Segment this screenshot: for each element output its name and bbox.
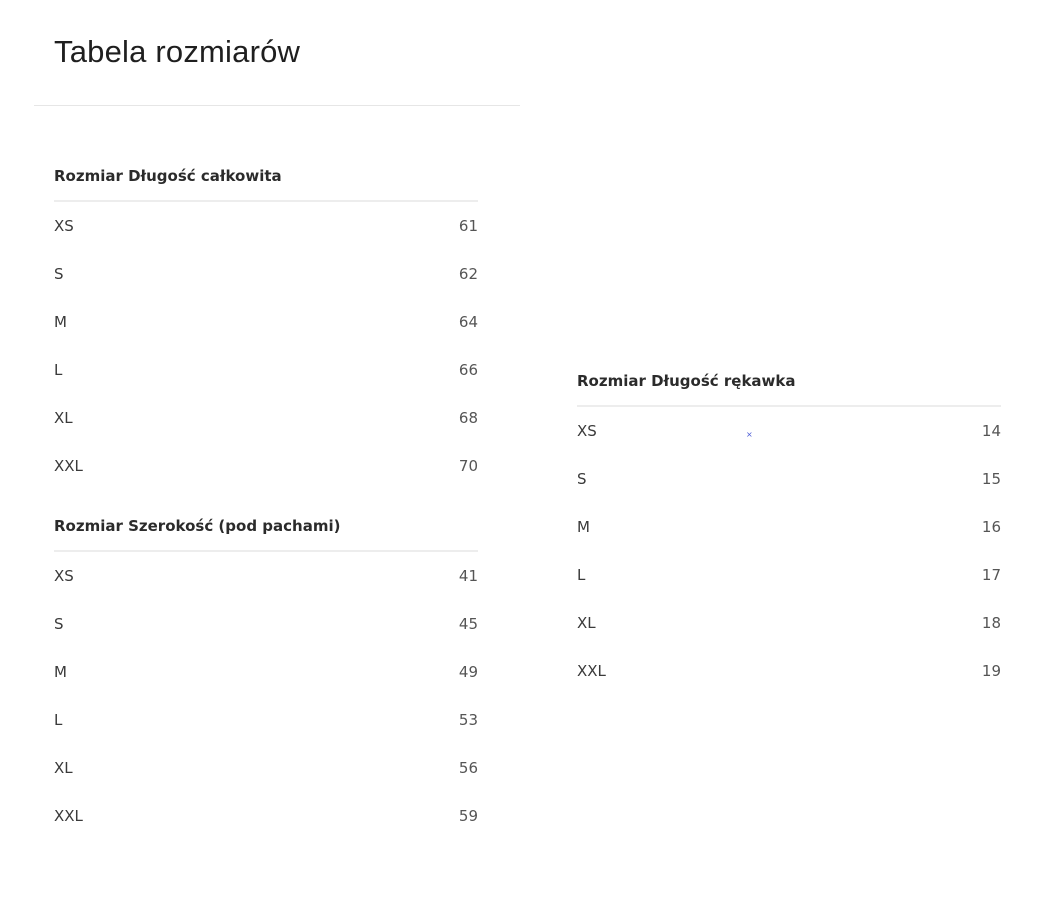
value-cell: 61 [458, 217, 478, 235]
value-cell: 62 [458, 265, 478, 283]
size-cell: XXL [54, 807, 83, 825]
size-cell: XS [577, 422, 597, 440]
size-cell: XXL [54, 457, 83, 475]
table-row [54, 744, 478, 792]
page-title: Tabela rozmiarów [54, 34, 301, 69]
size-cell: M [577, 518, 590, 536]
size-cell: S [577, 470, 587, 488]
value-cell: 19 [981, 662, 1001, 680]
table-header: Rozmiar Szerokość (pod pachami) [54, 517, 478, 552]
value-cell: 59 [458, 807, 478, 825]
table-row [577, 407, 1001, 455]
table-row [54, 442, 478, 490]
table-row [577, 503, 1001, 551]
table-row [54, 298, 478, 346]
table-header: Rozmiar Długość całkowita [54, 167, 478, 202]
table-row [54, 346, 478, 394]
value-cell: 49 [458, 663, 478, 681]
value-cell: 70 [458, 457, 478, 475]
size-cell: XXL [577, 662, 606, 680]
table-row [54, 792, 478, 840]
value-cell: 66 [458, 361, 478, 379]
size-cell: XS [54, 567, 74, 585]
value-cell: 64 [458, 313, 478, 331]
size-cell: XL [577, 614, 596, 632]
size-cell: S [54, 615, 64, 633]
cross-marker-icon: × [746, 430, 753, 439]
value-cell: 56 [458, 759, 478, 777]
size-cell: L [577, 566, 586, 584]
size-cell: L [54, 361, 63, 379]
size-table-width-underarm [54, 517, 478, 840]
table-row [577, 647, 1001, 695]
value-cell: 18 [981, 614, 1001, 632]
value-cell: 41 [458, 567, 478, 585]
size-cell: L [54, 711, 63, 729]
size-table-total-length [54, 167, 478, 490]
table-row [54, 552, 478, 600]
size-cell: S [54, 265, 64, 283]
size-cell: M [54, 663, 67, 681]
table-row [577, 599, 1001, 647]
table-row [54, 696, 478, 744]
table-row [54, 394, 478, 442]
value-cell: 45 [458, 615, 478, 633]
size-table-sleeve-length [577, 372, 1001, 695]
size-cell: XS [54, 217, 74, 235]
value-cell: 14 [981, 422, 1001, 440]
table-row [54, 202, 478, 250]
size-cell: XL [54, 759, 73, 777]
table-header: Rozmiar Długość rękawka [577, 372, 1001, 407]
value-cell: 16 [981, 518, 1001, 536]
table-row [577, 455, 1001, 503]
table-row [577, 551, 1001, 599]
table-row [54, 600, 478, 648]
table-row [54, 250, 478, 298]
value-cell: 15 [981, 470, 1001, 488]
table-row [54, 648, 478, 696]
value-cell: 68 [458, 409, 478, 427]
title-divider [34, 105, 520, 106]
value-cell: 17 [981, 566, 1001, 584]
value-cell: 53 [458, 711, 478, 729]
size-cell: XL [54, 409, 73, 427]
size-cell: M [54, 313, 67, 331]
